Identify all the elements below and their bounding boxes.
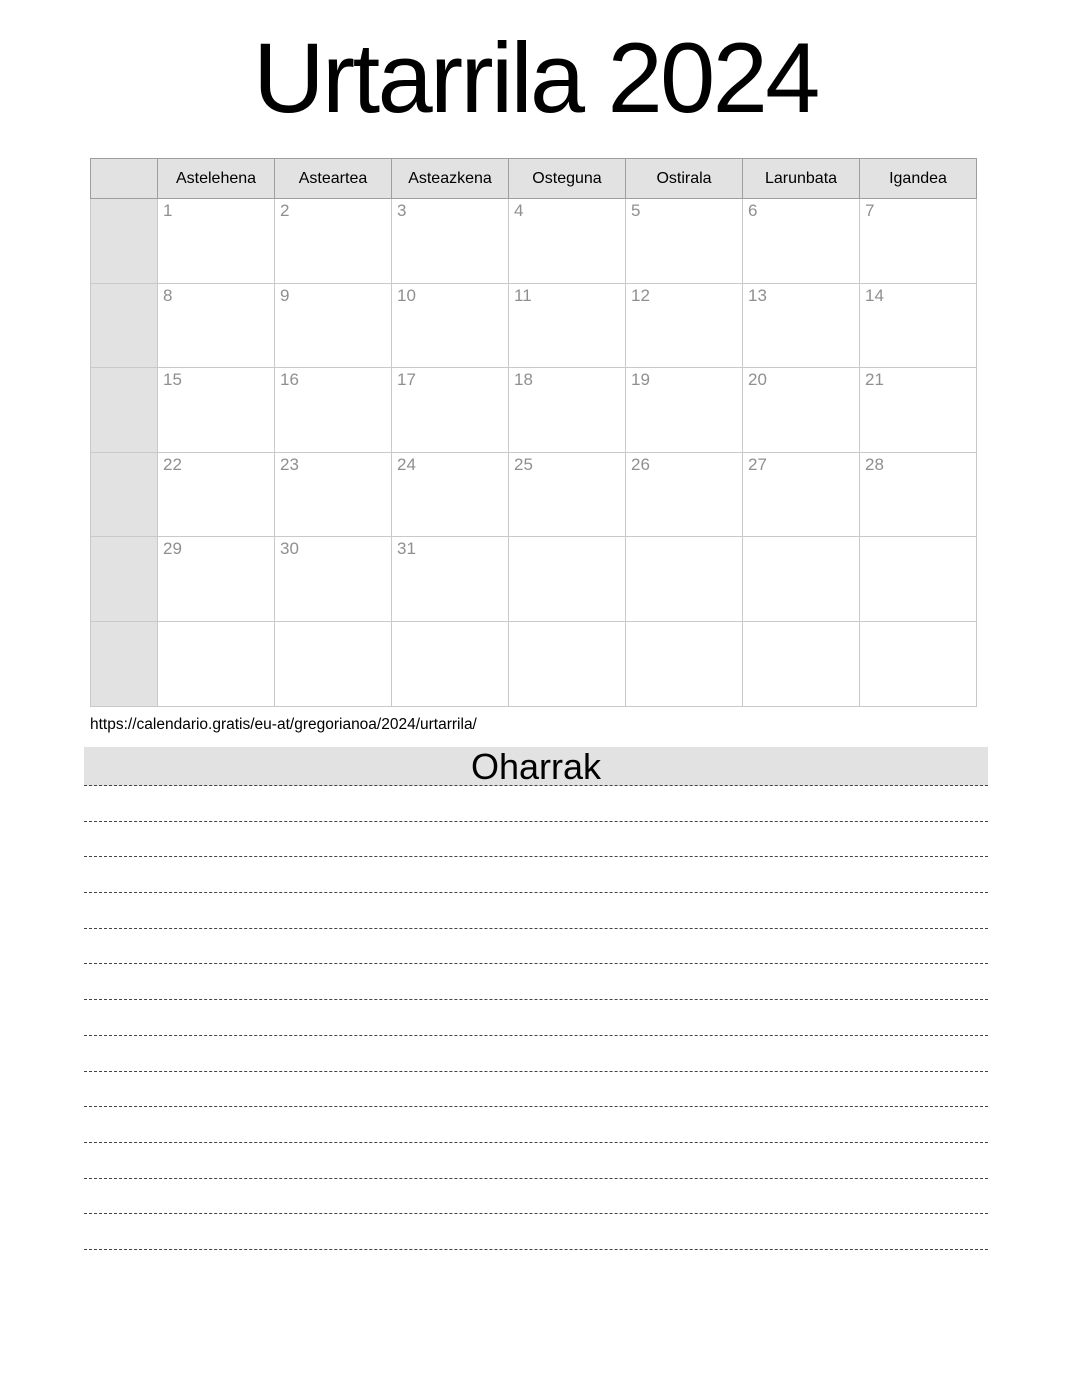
- day-cell: [392, 452, 509, 537]
- day-cell: [860, 199, 977, 284]
- day-cell: [626, 283, 743, 368]
- day-number: 8: [163, 285, 173, 305]
- day-cell: [743, 283, 860, 368]
- weekday-header-row: [91, 159, 977, 199]
- day-cell: [275, 368, 392, 453]
- day-cell: [275, 537, 392, 622]
- week-stub-cell: [91, 537, 158, 622]
- note-line: [84, 1036, 988, 1072]
- day-number: 9: [280, 285, 290, 305]
- day-number: 22: [163, 454, 182, 474]
- day-number: 26: [631, 454, 650, 474]
- day-number: [743, 622, 859, 624]
- day-number: 30: [280, 539, 299, 559]
- day-cell: [275, 283, 392, 368]
- week-column-stub-header: [91, 159, 158, 199]
- weekday-header-thursday: Osteguna: [509, 159, 626, 199]
- day-cell: [158, 621, 275, 706]
- note-line: [84, 964, 988, 1000]
- note-line: [84, 786, 988, 822]
- day-number: 25: [514, 454, 533, 474]
- day-cell: [743, 621, 860, 706]
- day-number: 5: [631, 201, 641, 220]
- week-row: [91, 283, 977, 368]
- notes-heading: Oharrak: [84, 747, 988, 786]
- day-number: 12: [631, 285, 650, 305]
- day-cell: [392, 283, 509, 368]
- day-cell: [860, 283, 977, 368]
- day-number: [275, 622, 391, 624]
- notes-section: [84, 747, 988, 1250]
- day-cell: [860, 368, 977, 453]
- weekday-header-friday: Ostirala: [626, 159, 743, 199]
- day-cell: [158, 283, 275, 368]
- week-stub-cell: [91, 621, 158, 706]
- day-cell: [626, 368, 743, 453]
- day-number: 28: [865, 454, 884, 474]
- day-cell: [860, 621, 977, 706]
- day-cell: [392, 537, 509, 622]
- note-line: [84, 1000, 988, 1036]
- week-stub-cell: [91, 283, 158, 368]
- day-cell: [743, 452, 860, 537]
- day-number: 11: [514, 285, 532, 305]
- day-number: 1: [163, 201, 173, 220]
- day-cell: [743, 199, 860, 284]
- week-row: [91, 199, 977, 284]
- day-number: [743, 537, 859, 539]
- day-number: [158, 622, 274, 624]
- day-cell: [392, 199, 509, 284]
- weekday-header-tuesday: Asteartea: [275, 159, 392, 199]
- weekday-header-saturday: Larunbata: [743, 159, 860, 199]
- day-number: [509, 622, 625, 624]
- note-line: [84, 1072, 988, 1108]
- day-cell: [743, 368, 860, 453]
- page-title: Urtarrila 2024: [253, 22, 818, 133]
- week-stub-cell: [91, 199, 158, 284]
- day-number: 10: [397, 285, 416, 305]
- week-row: [91, 368, 977, 453]
- day-number: 18: [514, 370, 533, 390]
- week-row: [91, 452, 977, 537]
- note-line: [84, 857, 988, 893]
- source-url: https://calendario.gratis/eu-at/gregorianoa/2024/urtarrila/: [90, 716, 477, 733]
- day-number: 2: [280, 201, 290, 220]
- day-cell: [392, 621, 509, 706]
- day-cell: [509, 621, 626, 706]
- day-cell: [509, 537, 626, 622]
- weekday-header-wednesday: Asteazkena: [392, 159, 509, 199]
- note-line: [84, 929, 988, 965]
- day-cell: [275, 621, 392, 706]
- day-number: 29: [163, 539, 182, 559]
- note-line: [84, 822, 988, 858]
- day-cell: [509, 283, 626, 368]
- day-cell: [509, 368, 626, 453]
- calendar-table: [90, 158, 977, 707]
- day-cell: [158, 199, 275, 284]
- day-number: 3: [397, 201, 407, 220]
- weekday-header-monday: Astelehena: [158, 159, 275, 199]
- day-cell: [158, 452, 275, 537]
- day-number: 27: [748, 454, 767, 474]
- day-number: 31: [397, 539, 416, 559]
- day-number: [509, 537, 625, 539]
- note-line: [84, 893, 988, 929]
- day-number: 6: [748, 201, 758, 220]
- day-cell: [275, 452, 392, 537]
- day-number: 7: [865, 201, 875, 220]
- day-number: 4: [514, 201, 524, 220]
- day-cell: [158, 368, 275, 453]
- day-number: [860, 537, 976, 539]
- day-number: 15: [163, 370, 182, 390]
- day-cell: [509, 452, 626, 537]
- week-stub-cell: [91, 452, 158, 537]
- day-cell: [626, 199, 743, 284]
- note-line: [84, 1143, 988, 1179]
- note-lines-container: [84, 786, 988, 1250]
- day-number: 14: [865, 285, 884, 305]
- day-cell: [626, 621, 743, 706]
- day-number: 17: [397, 370, 416, 390]
- weekday-header-sunday: Igandea: [860, 159, 977, 199]
- day-cell: [158, 537, 275, 622]
- day-number: [392, 622, 508, 624]
- day-cell: [626, 452, 743, 537]
- day-cell: [392, 368, 509, 453]
- day-cell: [743, 537, 860, 622]
- day-cell: [626, 537, 743, 622]
- note-line: [84, 1107, 988, 1143]
- day-cell: [509, 199, 626, 284]
- day-cell: [275, 199, 392, 284]
- day-cell: [860, 452, 977, 537]
- day-number: 21: [865, 370, 884, 390]
- day-number: 23: [280, 454, 299, 474]
- note-line: [84, 1179, 988, 1215]
- day-number: 13: [748, 285, 767, 305]
- week-stub-cell: [91, 368, 158, 453]
- day-number: [626, 537, 742, 539]
- week-row: [91, 621, 977, 706]
- day-number: 16: [280, 370, 299, 390]
- week-row: [91, 537, 977, 622]
- day-number: 19: [631, 370, 650, 390]
- day-number: 24: [397, 454, 416, 474]
- day-number: [860, 622, 976, 624]
- note-line: [84, 1214, 988, 1250]
- day-number: [626, 622, 742, 624]
- day-cell: [860, 537, 977, 622]
- day-number: 20: [748, 370, 767, 390]
